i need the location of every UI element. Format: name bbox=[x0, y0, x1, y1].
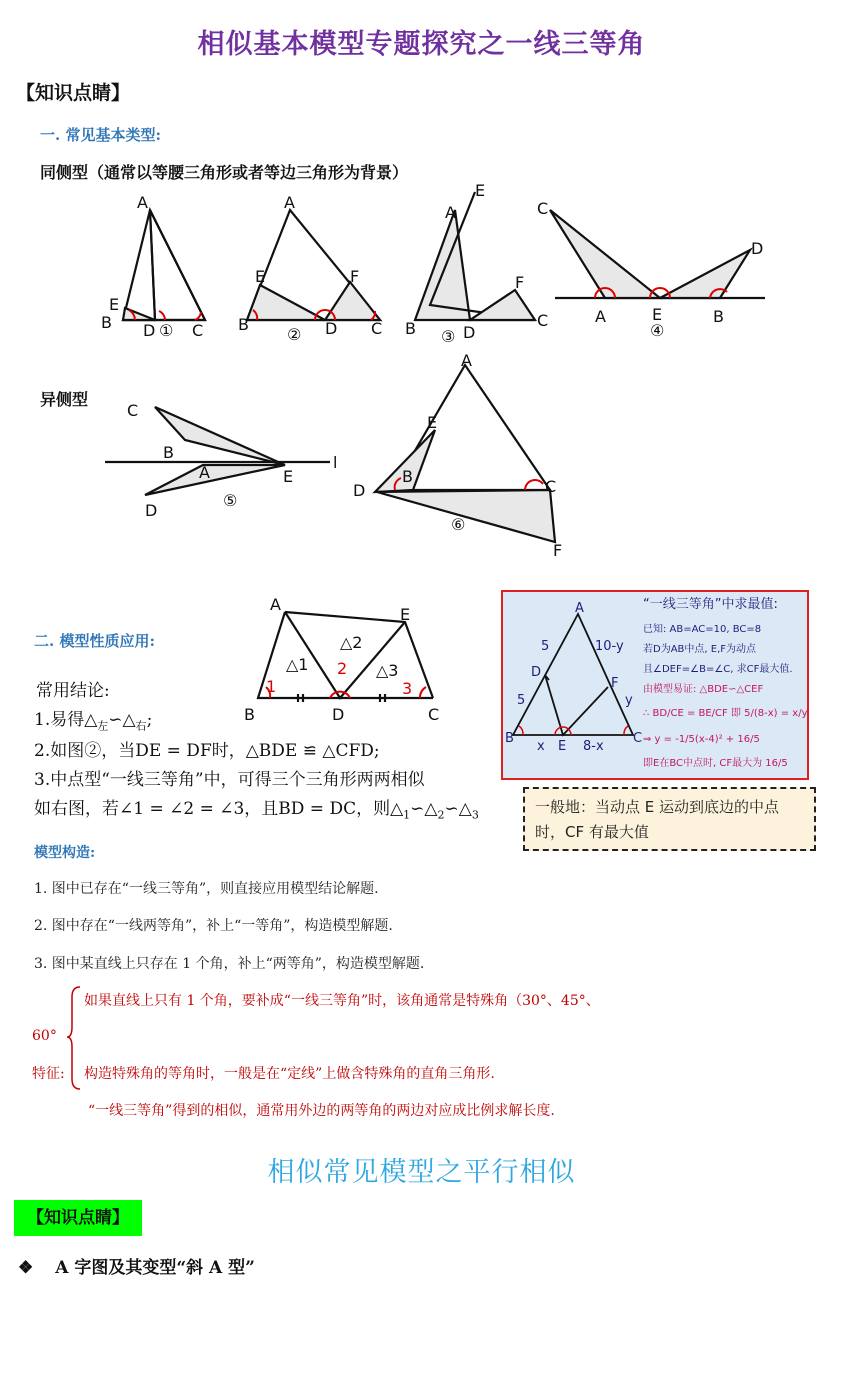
fig5-label-c: C bbox=[127, 401, 139, 420]
note-line7: 即E在BC中点时, CF最大为 16/5 bbox=[643, 758, 788, 769]
conclusion-2: 2.如图②，当DE = DF时，△BDE ≌ △CFD; bbox=[34, 741, 380, 761]
note-figure bbox=[503, 592, 807, 778]
note-seg-5a: 5 bbox=[541, 639, 550, 654]
fig4-number: ④ bbox=[650, 321, 665, 340]
mid-tri2: △2 bbox=[340, 633, 363, 652]
knowledge-label: 【知识点睛】 bbox=[16, 82, 131, 104]
fig5-label-e: E bbox=[283, 467, 294, 486]
section-title-parallel: 相似常见模型之平行相似 bbox=[267, 1157, 576, 1188]
a-shape-item: ❖ A 字图及其变型“斜 A 型” bbox=[18, 1258, 255, 1278]
note-title: “一线三等角”中求最值: bbox=[643, 597, 778, 612]
same-side-heading: 同侧型（通常以等腰三角形或者等边三角形为背景） bbox=[40, 163, 409, 182]
fig5-label-d: D bbox=[145, 501, 158, 520]
construction-step-3: 3. 图中某直线上只存在 1 个角，补上“两等角”，构造模型解题. bbox=[34, 956, 425, 972]
note-label-c: C bbox=[633, 731, 643, 746]
fig5-label-b: B bbox=[163, 443, 174, 462]
note-label-a: A bbox=[575, 601, 584, 616]
fig1-label-d: D bbox=[143, 321, 156, 340]
fig6-label-d: D bbox=[353, 481, 366, 500]
feature-line-1: 如果直线上只有 1 个角，要补成“一线三等角”时，该角通常是特殊角（30°、45°、 bbox=[84, 993, 600, 1009]
fig2-label-f: F bbox=[350, 267, 360, 286]
note-seg-8x: 8-x bbox=[583, 739, 604, 754]
feature-brace bbox=[66, 985, 82, 1091]
fig6-number: ⑥ bbox=[451, 515, 466, 534]
fig3-label-d: D bbox=[463, 323, 476, 342]
note-label-e: E bbox=[558, 739, 567, 754]
note-seg-y: y bbox=[625, 693, 633, 708]
mid-tri1: △1 bbox=[286, 655, 309, 674]
fig5-label-a: A bbox=[199, 463, 210, 482]
fig1-number: ① bbox=[159, 321, 174, 340]
fig6-label-a: A bbox=[461, 351, 472, 370]
knowledge-label-2: 【知识点睛】 bbox=[14, 1200, 142, 1236]
fig1-label-c: C bbox=[192, 321, 204, 340]
feature-label: 特征: bbox=[32, 1066, 65, 1082]
note-line4: 由模型易证: △BDE∽△CEF bbox=[643, 684, 764, 695]
note-seg-5b: 5 bbox=[517, 693, 526, 708]
note-line6: ⇒ y = -1/5(x-4)² + 16/5 bbox=[643, 734, 760, 745]
conclusion-3a: 3.中点型“一线三等角”中，可得三个三角形两两相似 bbox=[34, 770, 425, 790]
fig1-label-e: E bbox=[109, 295, 120, 314]
feature-line-4: “一线三等角”得到的相似，通常用外边的两等角的两边对应成比例求解长度. bbox=[88, 1103, 555, 1119]
mid-label-b: B bbox=[244, 705, 255, 724]
note-line2: 若D为AB中点, E,F为动点 bbox=[643, 644, 757, 655]
mid-label-e: E bbox=[400, 605, 411, 624]
max-value-note bbox=[501, 590, 809, 780]
fig3-label-c: C bbox=[537, 311, 549, 330]
opposite-side-heading: 异侧型 bbox=[40, 390, 89, 409]
note-seg-x: x bbox=[537, 739, 545, 754]
fig3-label-a: A bbox=[445, 203, 456, 222]
note-line3: 且∠DEF=∠B=∠C, 求CF最大值. bbox=[643, 664, 793, 675]
mid-label-c: C bbox=[428, 705, 440, 724]
diamond-bullet-icon: ❖ bbox=[18, 1258, 34, 1278]
note-seg-10y: 10-y bbox=[595, 639, 624, 654]
construction-step-2: 2. 图中存在“一线两等角”，补上“一等角”，构造模型解题. bbox=[34, 918, 393, 934]
mid-angle2: 2 bbox=[337, 659, 348, 678]
section2-heading: 二. 模型性质应用: bbox=[34, 632, 155, 650]
fig4-label-b: B bbox=[713, 307, 724, 326]
fig1-label-a: A bbox=[137, 193, 148, 212]
fig2-label-c: C bbox=[371, 319, 383, 338]
section1-heading: 一. 常见基本类型: bbox=[40, 126, 161, 144]
fig5-label-l: l bbox=[333, 453, 338, 472]
fig2-label-a: A bbox=[284, 193, 295, 212]
construction-step-1: 1. 图中已存在“一线三等角”，则直接应用模型结论解题. bbox=[34, 881, 379, 897]
note-label-f: F bbox=[611, 676, 619, 691]
fig1-label-b: B bbox=[101, 313, 112, 332]
fig6-label-f: F bbox=[553, 541, 563, 560]
fig4-label-a: A bbox=[595, 307, 606, 326]
fig4-label-c: C bbox=[537, 199, 549, 218]
note-label-b: B bbox=[505, 731, 514, 746]
fig2-label-b: B bbox=[238, 315, 249, 334]
fig2-label-e: E bbox=[255, 267, 266, 286]
midpoint-model-figure bbox=[240, 590, 450, 730]
construction-heading: 模型构造: bbox=[34, 845, 96, 861]
note-label-d: D bbox=[531, 665, 542, 680]
mid-label-a: A bbox=[270, 595, 281, 614]
fig2-label-d: D bbox=[325, 319, 338, 338]
tip-box: 一般地：当动点 E 运动到底边的中点时，CF 有最大值 bbox=[523, 787, 816, 851]
mid-tri3: △3 bbox=[376, 661, 399, 680]
note-line1: 已知: AB=AC=10, BC=8 bbox=[643, 624, 762, 635]
fig6-label-e: E bbox=[427, 413, 438, 432]
conclusion-title: 常用结论: bbox=[36, 681, 110, 701]
feature-line-2: 60° bbox=[32, 1028, 57, 1044]
fig2-number: ② bbox=[287, 325, 302, 344]
fig4-label-d: D bbox=[751, 239, 764, 258]
note-line5: ∴ BD/CE = BE/CF 即 5/(8-x) = x/y bbox=[643, 708, 807, 719]
feature-line-3: 构造特殊角的等角时，一般是在“定线”上做含特殊角的直角三角形. bbox=[84, 1066, 495, 1082]
fig3-number: ③ bbox=[441, 327, 456, 346]
conclusion-1: 1.易得$\triangle_左∽\triangle_右$; bbox=[34, 710, 153, 733]
fig6-label-b: B bbox=[402, 467, 413, 486]
mid-angle1: 1 bbox=[266, 677, 277, 696]
fig5-number: ⑤ bbox=[223, 491, 238, 510]
mid-label-d: D bbox=[332, 705, 345, 724]
mid-angle3: 3 bbox=[402, 679, 413, 698]
basic-types-figures bbox=[95, 180, 795, 570]
fig4-label-e: E bbox=[652, 305, 663, 324]
fig3-label-b: B bbox=[405, 319, 416, 338]
page-title: 相似基本模型专题探究之一线三等角 bbox=[197, 29, 646, 60]
fig3-label-f: F bbox=[515, 273, 525, 292]
conclusion-3b: 如右图，若∠1 = ∠2 = ∠3，且BD = DC，则$\triangle_1∽\triangle_2∽\triangle_3$ bbox=[34, 799, 479, 822]
fig6-label-c: C bbox=[545, 477, 557, 496]
fig3-label-e: E bbox=[475, 181, 486, 200]
